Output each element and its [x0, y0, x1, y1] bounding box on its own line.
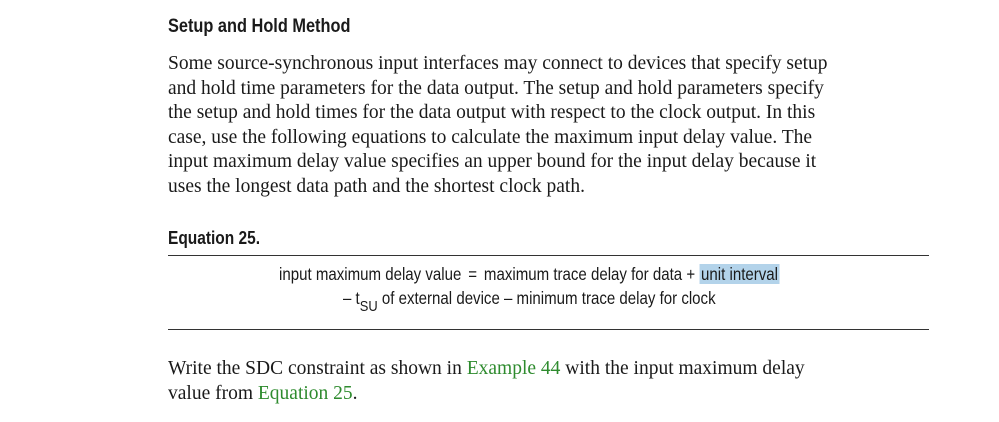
closing-period: . [352, 382, 358, 404]
paragraph-line: the setup and hold times for the data output with respect to the clock output. In this [168, 102, 816, 124]
paragraph-line: case, use the following equations to calculate the maximum input delay value. The [168, 126, 813, 148]
closing-text: Write the SDC constraint as shown in [168, 358, 462, 379]
equation-line-2 [343, 288, 716, 315]
paragraph-line: Some source-synchronous input interfaces may connect to devices that specify setup [168, 53, 828, 74]
selected-text-highlight[interactable]: unit interval [701, 264, 779, 284]
equation-25-link[interactable]: Equation 25 [257, 382, 353, 404]
equation-line-1 [279, 264, 780, 285]
closing-text: value from [168, 382, 254, 404]
paragraph-line: and hold time parameters for the data output. The setup and hold parameters specify [168, 77, 824, 99]
equation-line-2-rest: of external device – minimum trace delay for clock [381, 288, 716, 308]
equation-subscript: SU [359, 298, 378, 315]
closing-line-1 [168, 357, 938, 382]
equation-lhs: input maximum delay value [279, 264, 462, 284]
body-paragraph [168, 52, 938, 200]
paragraph-line: input maximum delay value specifies an upper bound for the input delay because it [168, 151, 817, 173]
equation-bottom-rule [168, 329, 929, 330]
closing-paragraph [168, 357, 938, 406]
equation-equals: = [468, 264, 478, 284]
equation-minus-t: – t [343, 288, 360, 308]
equation-rhs: maximum trace delay for data + [483, 264, 696, 284]
paragraph-line: uses the longest data path and the shortest clock path. [168, 175, 585, 197]
closing-line-2 [168, 382, 938, 407]
example-44-link[interactable]: Example 44 [466, 358, 561, 379]
equation-heading: Equation 25. [168, 228, 261, 248]
section-heading: Setup and Hold Method [168, 16, 351, 37]
equation-top-rule [168, 255, 929, 256]
closing-text: with the input maximum delay [565, 358, 805, 379]
